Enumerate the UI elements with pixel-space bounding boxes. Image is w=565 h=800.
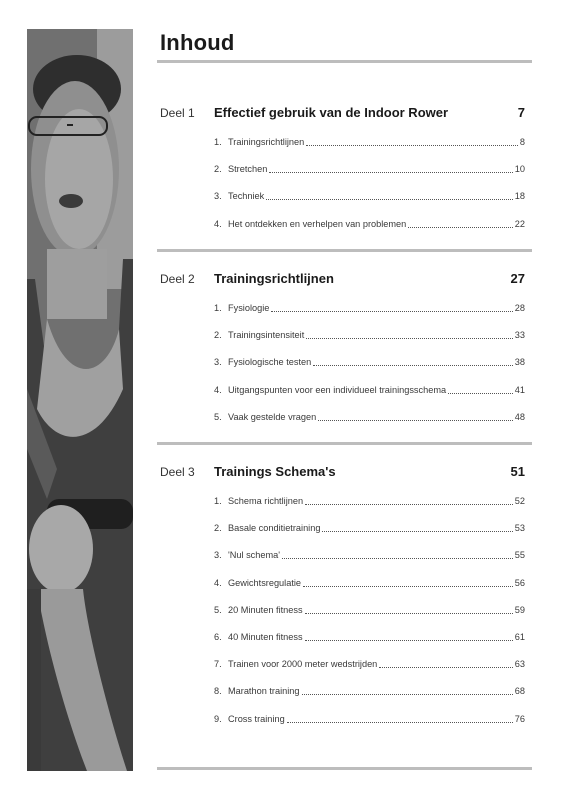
section-header <box>160 106 525 126</box>
entry-page-number: 68 <box>514 686 525 697</box>
entry-label: Techniek <box>228 191 265 202</box>
divider-top <box>157 60 532 63</box>
entry-label: Marathon training <box>228 686 300 697</box>
toc-entry[interactable] <box>214 164 525 191</box>
section-page-number: 7 <box>517 105 525 120</box>
section-header <box>160 272 525 292</box>
entry-page-number: 33 <box>514 330 525 341</box>
page-title: Inhoud <box>160 30 235 55</box>
entry-page-number: 18 <box>514 191 525 202</box>
entry-page-number: 48 <box>514 411 525 422</box>
entry-page-number: 52 <box>514 496 525 506</box>
toc-entry[interactable] <box>214 578 525 605</box>
toc-entry[interactable] <box>214 357 525 384</box>
section-title: Effectief gebruik van de Indoor Rower <box>214 105 449 120</box>
entry-page-number: 63 <box>514 659 525 670</box>
entry-page-number: 41 <box>514 384 525 395</box>
entry-page-number: 38 <box>514 357 525 368</box>
divider-section-2 <box>157 442 532 445</box>
section-part-label: Deel 2 <box>160 272 195 286</box>
entry-number: 1. <box>214 496 222 506</box>
section-page-number: 27 <box>510 271 525 286</box>
entry-number: 5. <box>214 604 222 615</box>
toc-entry-list <box>160 496 525 741</box>
divider-section-1 <box>157 249 532 252</box>
toc-entry[interactable] <box>214 659 525 686</box>
section-header <box>160 465 525 485</box>
rower-photo <box>27 29 133 771</box>
toc-entry[interactable] <box>214 303 525 330</box>
entry-page-number: 55 <box>514 550 525 561</box>
entry-label: Fysiologie <box>228 303 270 313</box>
entry-number: 4. <box>214 577 222 588</box>
toc-entry-list <box>160 137 525 246</box>
entry-number: 2. <box>214 164 222 175</box>
entry-number: 3. <box>214 191 222 202</box>
entry-page-number: 56 <box>514 577 525 588</box>
entry-page-number: 61 <box>514 631 525 642</box>
section-deel-2 <box>160 272 525 439</box>
toc-entry-list <box>160 303 525 439</box>
entry-page-number: 76 <box>514 713 525 724</box>
dot-leader <box>303 578 513 587</box>
entry-page-number: 28 <box>514 303 525 313</box>
section-page-number: 51 <box>510 464 525 479</box>
dot-leader <box>306 137 518 146</box>
dot-leader <box>269 164 512 173</box>
divider-bottom <box>157 767 532 770</box>
entry-label: Basale conditietraining <box>228 523 321 534</box>
entry-label: Trainen voor 2000 meter wedstrijden <box>228 659 378 670</box>
entry-page-number: 53 <box>514 523 525 534</box>
toc-entry[interactable] <box>214 385 525 412</box>
entry-page-number: 10 <box>514 164 525 175</box>
entry-number: 1. <box>214 303 222 313</box>
entry-number: 7. <box>214 659 222 670</box>
entry-label: Schema richtlijnen <box>228 496 304 506</box>
dot-leader <box>302 686 513 695</box>
section-part-label: Deel 3 <box>160 465 195 479</box>
dot-leader <box>305 632 513 641</box>
entry-label: 40 Minuten fitness <box>228 631 303 642</box>
toc-entry[interactable] <box>214 412 525 439</box>
dot-leader <box>305 605 513 614</box>
section-title: Trainings Schema's <box>214 464 336 479</box>
entry-number: 3. <box>214 550 222 561</box>
toc-entry[interactable] <box>214 137 525 164</box>
entry-page-number: 59 <box>514 604 525 615</box>
entry-page-number: 22 <box>514 218 525 229</box>
dot-leader <box>322 523 512 532</box>
entry-label: Trainingsintensiteit <box>228 330 305 341</box>
dot-leader <box>266 191 513 200</box>
entry-label: Uitgangspunten voor een individueel trainingsschema <box>228 384 447 395</box>
dot-leader <box>379 659 512 668</box>
dot-leader <box>287 714 513 723</box>
dot-leader <box>271 303 512 312</box>
dot-leader <box>306 330 513 339</box>
section-title: Trainingsrichtlijnen <box>214 271 334 286</box>
dot-leader <box>448 385 513 394</box>
entry-number: 8. <box>214 686 222 697</box>
dot-leader <box>282 550 513 559</box>
entry-label: Cross training <box>228 713 285 724</box>
entry-page-number: 8 <box>519 137 525 147</box>
dot-leader <box>408 219 513 228</box>
dot-leader <box>313 357 513 366</box>
entry-label: Trainingsrichtlijnen <box>228 137 305 147</box>
entry-number: 3. <box>214 357 222 368</box>
entry-number: 2. <box>214 330 222 341</box>
section-deel-3 <box>160 465 525 741</box>
toc-entry[interactable] <box>214 605 525 632</box>
entry-label: Fysiologische testen <box>228 357 312 368</box>
entry-number: 5. <box>214 411 222 422</box>
entry-label: Het ontdekken en verhelpen van problemen <box>228 218 407 229</box>
dot-leader <box>318 412 513 421</box>
toc-entry[interactable] <box>214 523 525 550</box>
entry-number: 2. <box>214 523 222 534</box>
section-part-label: Deel 1 <box>160 106 195 120</box>
dot-leader <box>305 496 513 505</box>
entry-number: 4. <box>214 384 222 395</box>
entry-number: 1. <box>214 137 222 147</box>
toc-entry[interactable] <box>214 219 525 246</box>
toc-entry[interactable] <box>214 714 525 741</box>
entry-number: 6. <box>214 631 222 642</box>
entry-label: 'Nul schema' <box>228 550 281 561</box>
entry-number: 4. <box>214 218 222 229</box>
toc-entry[interactable] <box>214 191 525 218</box>
entry-label: 20 Minuten fitness <box>228 604 303 615</box>
toc-entry[interactable] <box>214 496 525 523</box>
entry-label: Vaak gestelde vragen <box>228 411 317 422</box>
toc-entry[interactable] <box>214 330 525 357</box>
entry-number: 9. <box>214 713 222 724</box>
toc-entry[interactable] <box>214 632 525 659</box>
entry-label: Gewichtsregulatie <box>228 577 302 588</box>
rower-photo-illustration <box>27 29 133 771</box>
section-deel-1 <box>160 106 525 246</box>
toc-entry[interactable] <box>214 686 525 713</box>
toc-entry[interactable] <box>214 550 525 577</box>
entry-label: Stretchen <box>228 164 268 175</box>
